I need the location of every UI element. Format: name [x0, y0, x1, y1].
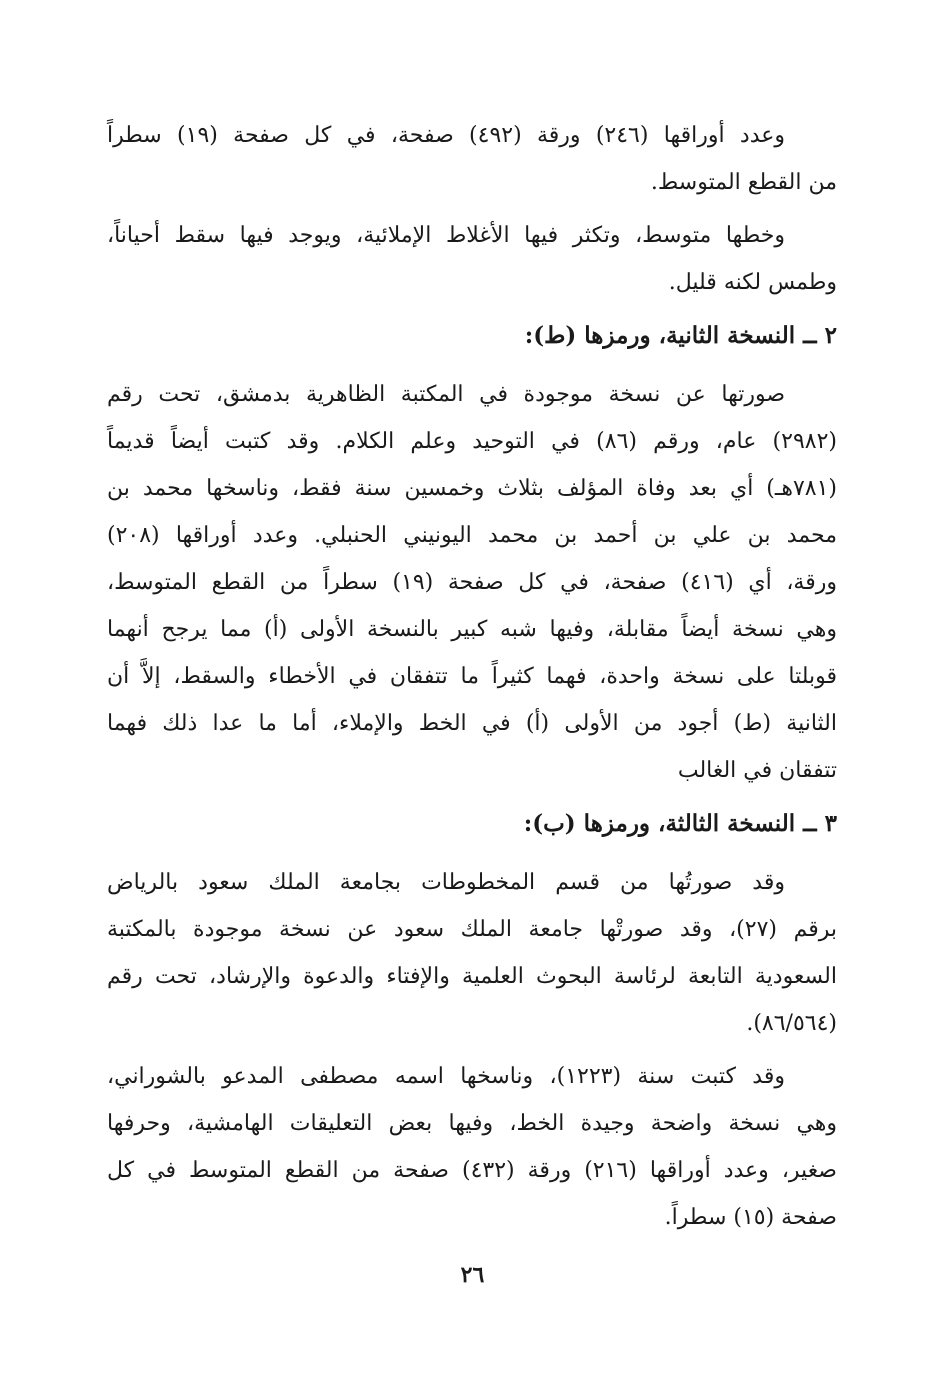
text-line: تتفقان في الغالب	[677, 758, 837, 783]
text-line: الثانية (ط) أجود من الأولى (أ) في الخط والإملاء، أما ما عدا ذلك فهما	[107, 711, 837, 736]
paragraph-copy-a-count	[107, 112, 837, 206]
page-body	[107, 112, 837, 1247]
heading-second-copy: ٢ ــ النسخة الثانية، ورمزها (ط):	[524, 322, 837, 349]
text-line: صغير، وعدد أوراقها (٢١٦) ورقة (٤٣٢) صفحة من القطع المتوسط في كل	[107, 1158, 837, 1183]
text-line: وهي نسخة أيضاً مقابلة، وفيها شبه كبير بالنسخة الأولى (أ) مما يرجح أنهما	[107, 617, 837, 642]
text-line: وقد كتبت سنة (١٢٢٣)، وناسخها اسمه مصطفى المدعو بالشوراني،	[107, 1064, 785, 1089]
text-line: (٢٩٨٢) عام، ورقم (٨٦) في التوحيد وعلم الكلام. وقد كتبت أيضاً قديماً	[107, 429, 837, 454]
text-line: وقد صورتُها من قسم المخطوطات بجامعة الملك سعود بالرياض	[107, 870, 785, 895]
heading-third-copy: ٣ ــ النسخة الثالثة، ورمزها (ب):	[523, 810, 837, 837]
text-line: برقم (٢٧)، وقد صورتْها جامعة الملك سعود عن نسخة موجودة بالمكتبة	[107, 917, 837, 942]
text-line: وهي نسخة واضحة وجيدة الخط، وفيها بعض التعليقات الهامشية، وحرفها	[107, 1111, 837, 1136]
paragraph-second-copy	[107, 371, 837, 794]
text-line: وخطها متوسط، وتكثر فيها الأغلاط الإملائية، ويوجد فيها سقط أحياناً،	[107, 223, 785, 248]
paragraph-third-copy-details	[107, 1053, 837, 1241]
text-line: من القطع المتوسط.	[650, 170, 837, 195]
text-line: صفحة (١٥) سطراً.	[664, 1205, 837, 1230]
text-line: محمد بن علي بن أحمد بن محمد اليونيني الحنبلي. وعدد أوراقها (٢٠٨)	[107, 523, 837, 548]
text-line: (٧٨١هـ) أي بعد وفاة المؤلف بثلاث وخمسين سنة فقط، وناسخها محمد بن	[107, 476, 837, 501]
text-line: ورقة، أي (٤١٦) صفحة، في كل صفحة (١٩) سطراً من القطع المتوسط،	[107, 570, 837, 595]
text-line: قوبلتا على نسخة واحدة، فهما كثيراً ما تتفقان في الأخطاء والسقط، إلاَّ أن	[107, 664, 837, 689]
paragraph-copy-a-script	[107, 212, 837, 306]
text-line: وعدد أوراقها (٢٤٦) ورقة (٤٩٢) صفحة، في كل صفحة (١٩) سطراً	[107, 123, 785, 148]
text-line: (٨٦/٥٦٤).	[746, 1011, 837, 1036]
paragraph-third-copy-source	[107, 859, 837, 1047]
text-line: صورتها عن نسخة موجودة في المكتبة الظاهرية بدمشق، تحت رقم	[107, 382, 785, 407]
text-line: وطمس لكنه قليل.	[668, 270, 837, 295]
text-line: السعودية التابعة لرئاسة البحوث العلمية والإفتاء والدعوة والإرشاد، تحت رقم	[107, 964, 837, 989]
page-number: ٢٦	[460, 1262, 485, 1288]
